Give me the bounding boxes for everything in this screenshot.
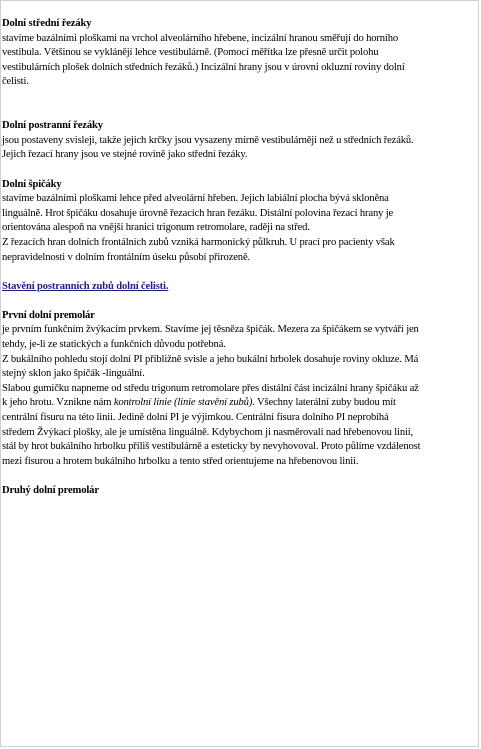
section-heading-lower-central-incisors: Dolní střední řezáky — [2, 18, 92, 29]
paragraph-line: středem Žvýkací plošky, ale je umístěna linguálně. Kdybychom ji nasměrovali nad hřebenovou linii, — [2, 426, 414, 438]
paragraph-line: stavíme bazálními ploškami na vrchol alveolárního hřebene, incizální hranou směřují do horního — [2, 32, 398, 44]
paragraph-line: stavíme bazálními ploškami lehce před alveolární hřeben. Jejich labiální plocha bývá skloněna — [2, 193, 389, 205]
paragraph-line: Z bukálního pohledu stojí dolní PI přibližně svisle a jeho bukální hrbolek dosahuje roviny okluze. Má — [2, 353, 419, 365]
paragraph-line: jsou postaveny svisleji, takže jejich krčky jsou vysazeny mírně vestibulárněji než u středních řezáků. — [2, 134, 414, 146]
emphasized-term: kontrolní linie (linie stavění zubů) — [113, 397, 253, 409]
paragraph-line: centrální fisuru na této linii. Jedině dolní PI je výjimkou. Centrální fisura dolního PI neprobíhá — [2, 412, 389, 424]
section-heading-lower-canines: Dolní špičáky — [2, 178, 62, 190]
section-heading-first-lower-premolar: První dolní premolár — [2, 309, 95, 321]
paragraph-line: čelisti. — [2, 76, 29, 88]
paragraph-line: Z řezacích hran dolních frontálních zubů vzniká harmonický půlkruh. U prací pro pacienty však — [2, 236, 395, 248]
section-heading-second-lower-premolar: Druhý dolní premolár — [2, 485, 99, 496]
paragraph-line-with-emphasis — [2, 396, 478, 411]
paragraph-line: nepravidelnosti v dolním frontálním úseku působí přirozeně. — [2, 251, 250, 263]
paragraph-line: stejný sklon jako špičák -linguální. — [2, 368, 145, 380]
paragraph-line: stál by hrot bukálního hrbolku příliš vestibulárně a esteticky by nevyhovoval. Proto půlíme vzdálenost — [2, 441, 421, 453]
spacer — [2, 469, 478, 484]
spacer — [2, 105, 478, 120]
document-content — [1, 1, 478, 499]
paragraph-line: Slabou gumičku napneme od středu trigonum retromolare přes distální část incizální hrany špičáku až — [2, 382, 419, 394]
spacer — [2, 265, 478, 280]
spacer — [2, 90, 478, 105]
paragraph-line: vestibulárních plošek dolních středních řezáků.) Incizální hrany jsou v úrovni okluzní roviny dolní — [2, 61, 405, 73]
paragraph-line: Jejich řezací hrany jsou ve stejné rovině jako střední řezáky. — [2, 149, 248, 161]
section-heading-lower-lateral-incisors: Dolní postranní řezáky — [2, 120, 103, 132]
paragraph-line: mezi fisurou a hrotem bukálního hrbolku a tento střed orientujeme na hřebenovou linii. — [2, 455, 359, 467]
paragraph-line: linguálně. Hrot špičáku dosahuje úrovně řezacích hran řezáku. Distální polovina řezací hrany je — [2, 207, 394, 219]
paragraph-line: orientována alespoň na vnější hranici trigonum retromolare, raději na střed. — [2, 222, 310, 234]
text-run: k jeho hrotu. Vznikne nám — [2, 397, 112, 409]
paragraph-line: je prvním funkčním žvýkacím prvkem. Stavíme jej těsněza špičák. Mezera za špičákem se vytváří jen — [2, 324, 419, 336]
spacer — [2, 294, 478, 309]
text-run: . Všechny laterální zuby budou mít — [252, 397, 396, 409]
paragraph-line: vestibula. Většinou se vyklánějí lehce vestibulárně. (Pomocí měřítka lze přesně určit polohu — [2, 47, 379, 59]
section-link-lateral-teeth[interactable]: Stavění postranních zubů dolní čelisti. — [2, 280, 169, 292]
paragraph-line: tehdy, je-li ze statických a funkčních důvodu potřebná. — [2, 339, 226, 351]
spacer — [2, 163, 478, 178]
